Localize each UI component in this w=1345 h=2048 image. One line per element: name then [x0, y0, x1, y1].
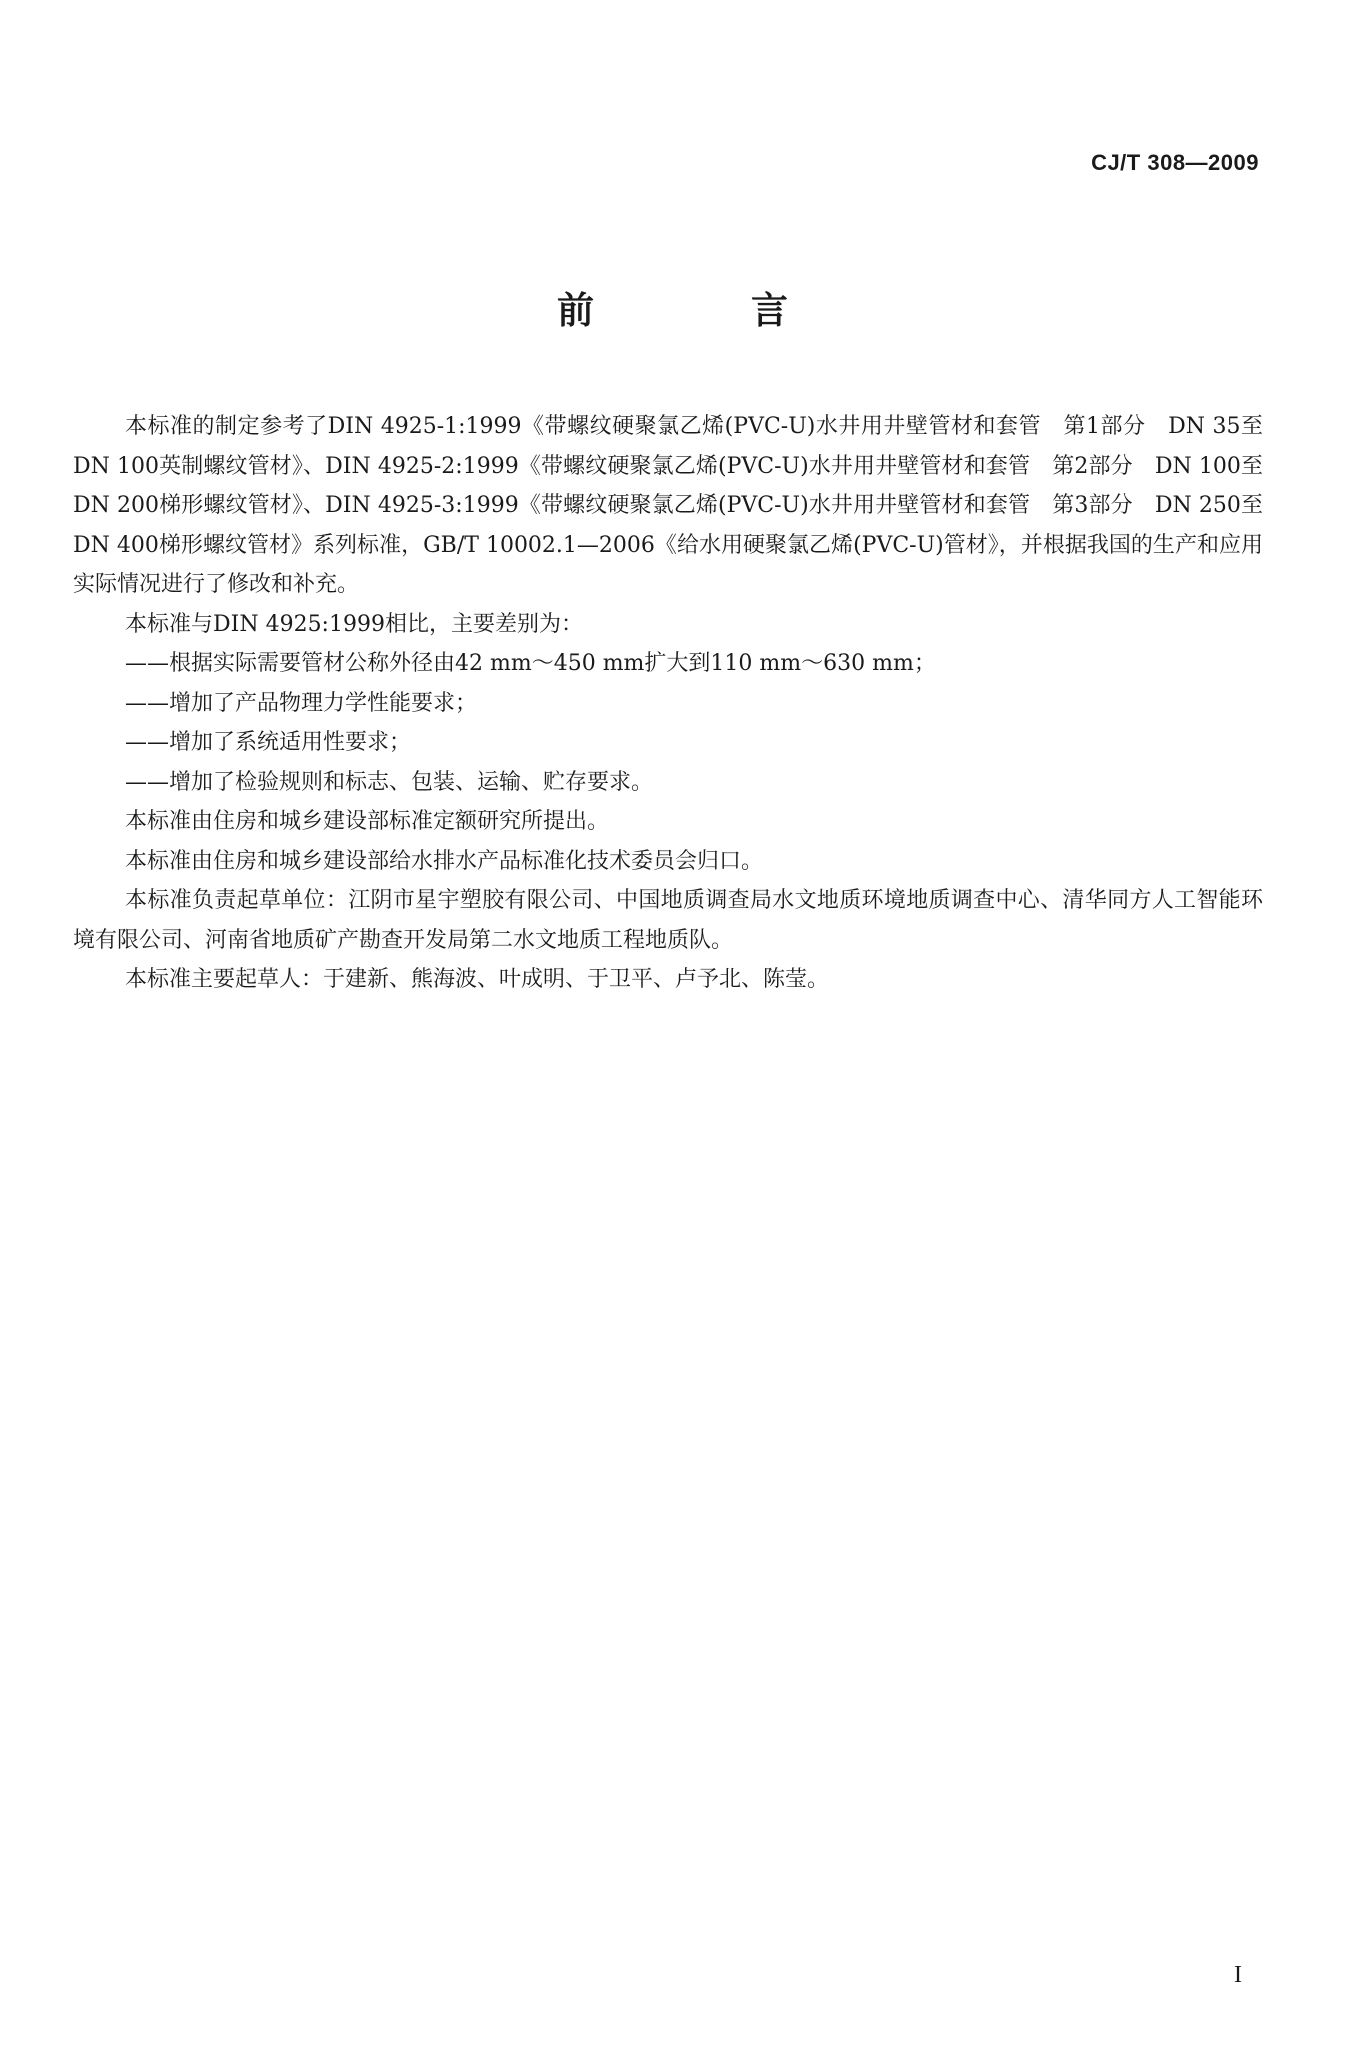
page-number: I — [1234, 1962, 1242, 1988]
standard-code: CJ/T 308—2009 — [1091, 150, 1259, 175]
paragraph-drafting-units: 本标准负责起草单位：江阴市星宇塑胶有限公司、中国地质调查局水文地质环境地质调查中心、清华同方人工智能环境有限公司、河南省地质矿产勘查开发局第二水文地质工程地质队。 — [73, 888, 1263, 953]
document-body — [73, 407, 1263, 1000]
difference-item: ——增加了产品物理力学性能要求； — [125, 690, 478, 716]
paragraph-committee: 本标准由住房和城乡建设部给水排水产品标准化技术委员会归口。 — [125, 848, 764, 874]
difference-item: ——增加了系统适用性要求； — [125, 730, 412, 755]
page-title: 前 言 — [557, 289, 848, 332]
paragraph-drafters: 本标准主要起草人：于建新、熊海波、叶成明、于卫平、卢予北、陈莹。 — [125, 967, 830, 992]
difference-item: ——根据实际需要管材公称外径由42 mm～450 mm扩大到110 mm～630 mm； — [125, 651, 936, 676]
paragraph-references: 本标准的制定参考了DIN 4925-1:1999《带螺纹硬聚氯乙烯(PVC-U)水井用井壁管材和套管 第1部分 DN 35至DN 100英制螺纹管材》、DIN 4925-2:1999《带螺纹硬聚氯乙烯(PVC-U)水井用井壁管材和套管 第2部分 DN 100至DN 200梯形螺纹管材》、DIN 4925-3:1999《带螺纹硬聚氯乙烯(PVC-U)水井用井壁管材和套管 第3部分 DN 250至DN 400梯形螺纹管材》系列标准，GB/T 10002.1—2006《给水用硬聚氯乙烯(PVC-U)管材》，并根据我国的生产和应用实际情况进行了修改和补充。 — [73, 414, 1263, 597]
difference-item: ——增加了检验规则和标志、包装、运输、贮存要求。 — [125, 769, 654, 795]
paragraph-differences-intro: 本标准与DIN 4925:1999相比，主要差别为： — [125, 611, 583, 637]
paragraph-proposer: 本标准由住房和城乡建设部标准定额研究所提出。 — [125, 809, 610, 834]
